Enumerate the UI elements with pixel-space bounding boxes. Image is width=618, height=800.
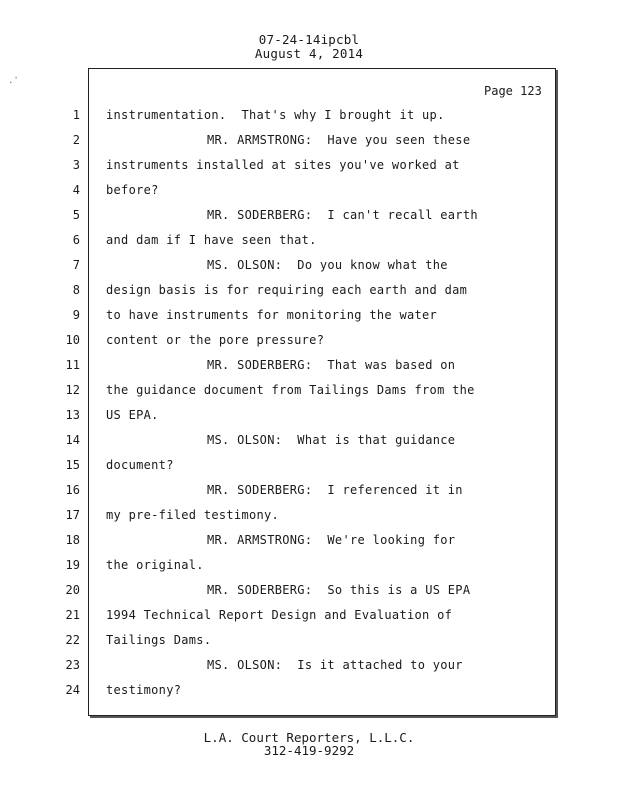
transcript-line: testimony? — [106, 683, 182, 697]
line-number: 6 — [72, 233, 80, 247]
line-number: 17 — [65, 508, 80, 522]
transcript-line: MR. ARMSTRONG: Have you seen these — [207, 133, 471, 147]
transcript-line: instruments installed at sites you've worked at — [106, 158, 460, 172]
line-number: 9 — [72, 308, 80, 322]
transcript-line: document? — [106, 458, 174, 472]
transcript-line: MS. OLSON: Do you know what the — [207, 258, 448, 272]
case-number: 07-24-14ipcbl — [258, 32, 360, 47]
line-number: 22 — [65, 633, 80, 647]
transcript-line: MR. SODERBERG: I referenced it in — [207, 483, 463, 497]
line-number: 21 — [65, 608, 80, 622]
transcript-line: the guidance document from Tailings Dams from the — [106, 383, 475, 397]
transcript-line: instrumentation. That's why I brought it up. — [106, 108, 445, 122]
transcript-line: US EPA. — [106, 408, 159, 422]
line-number: 15 — [65, 458, 80, 472]
line-number: 8 — [72, 283, 80, 297]
line-number: 23 — [65, 658, 80, 672]
line-number: 10 — [65, 333, 80, 347]
line-number: 1 — [72, 108, 80, 122]
transcript-line: MR. ARMSTRONG: We're looking for — [207, 533, 456, 547]
page-number-label: Page 123 — [484, 84, 542, 98]
line-number: 14 — [65, 433, 80, 447]
line-number: 19 — [65, 558, 80, 572]
line-number: 24 — [65, 683, 80, 697]
transcript-line: MS. OLSON: What is that guidance — [207, 433, 456, 447]
line-number: 11 — [65, 358, 80, 372]
transcript-line: MR. SODERBERG: So this is a US EPA — [207, 583, 471, 597]
transcript-line: Tailings Dams. — [106, 633, 212, 647]
transcript-line: before? — [106, 183, 159, 197]
line-number: 13 — [65, 408, 80, 422]
transcript-line: content or the pore pressure? — [106, 333, 325, 347]
frame-shadow-right — [556, 70, 558, 718]
line-number: 5 — [72, 208, 80, 222]
frame-shadow-bottom — [90, 716, 558, 718]
line-number: 4 — [72, 183, 80, 197]
transcript-date: August 4, 2014 — [254, 46, 364, 61]
line-number: 20 — [65, 583, 80, 597]
transcript-line: to have instruments for monitoring the water — [106, 308, 438, 322]
scan-mark: .' — [8, 76, 19, 86]
line-number: 3 — [72, 158, 80, 172]
transcript-line: 1994 Technical Report Design and Evaluation of — [106, 608, 453, 622]
transcript-line: MS. OLSON: Is it attached to your — [207, 658, 463, 672]
transcript-line: MR. SODERBERG: I can't recall earth — [207, 208, 478, 222]
line-number: 16 — [65, 483, 80, 497]
court-reporter-phone: 312-419-9292 — [263, 743, 355, 758]
transcript-line: and dam if I have seen that. — [106, 233, 317, 247]
transcript-line: design basis is for requiring each earth and dam — [106, 283, 468, 297]
court-reporter-name: L.A. Court Reporters, L.L.C. — [203, 730, 415, 745]
line-number: 2 — [72, 133, 80, 147]
transcript-line: my pre-filed testimony. — [106, 508, 280, 522]
line-number: 12 — [65, 383, 80, 397]
transcript-line: the original. — [106, 558, 204, 572]
line-number: 18 — [65, 533, 80, 547]
line-number: 7 — [72, 258, 80, 272]
transcript-line: MR. SODERBERG: That was based on — [207, 358, 456, 372]
